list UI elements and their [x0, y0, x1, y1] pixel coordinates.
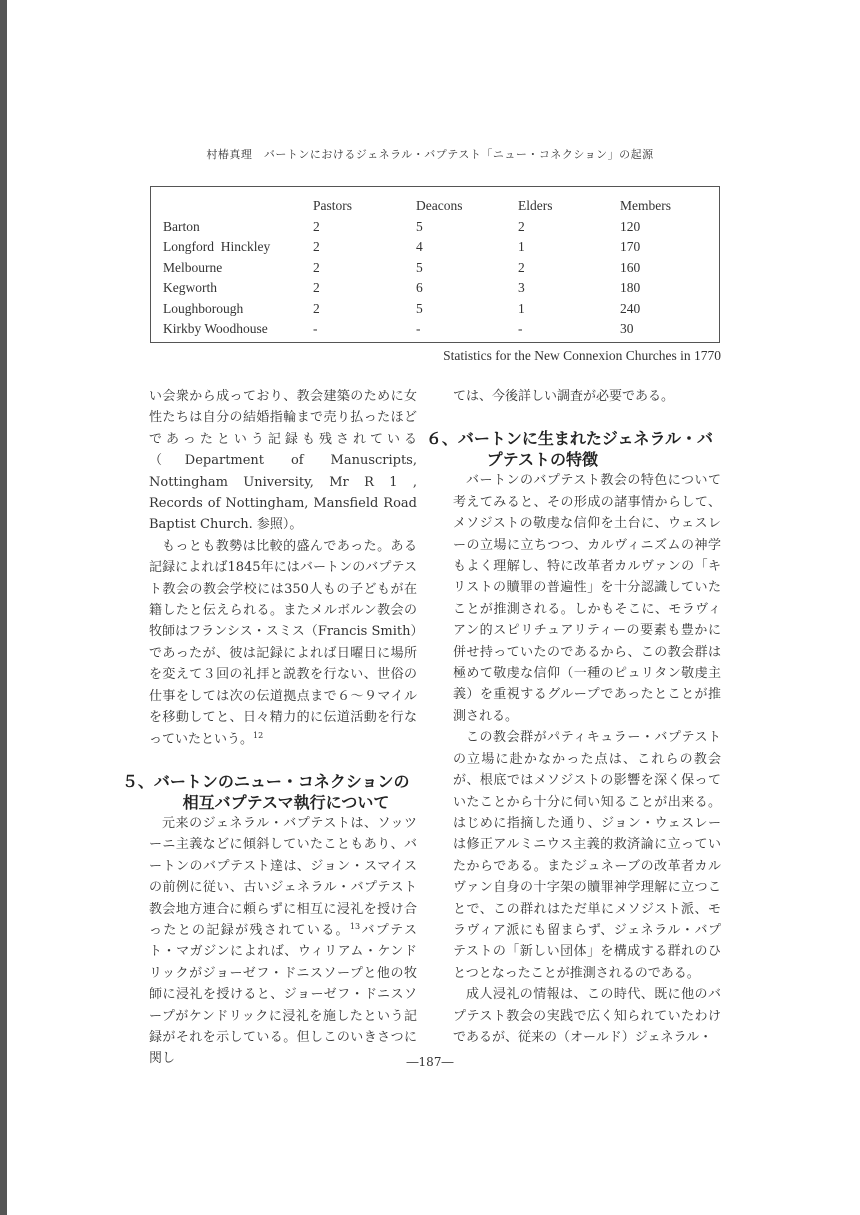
- column-header-deacons: Deacons: [416, 198, 463, 214]
- section-number: ６、: [425, 429, 458, 449]
- footnote-ref: 12: [253, 730, 264, 740]
- table-row: [163, 299, 715, 320]
- table-row: [163, 319, 715, 340]
- paragraph: 成人浸礼の情報は、この時代、既に他のバプテスト教会の実践で広く知られていたわけであるが、従来の（オールド）ジェネラル・: [453, 987, 721, 1045]
- table-cell: -: [518, 321, 523, 337]
- section-number: ５、: [121, 771, 154, 791]
- table-cell: 2: [518, 218, 525, 234]
- table-cell: 160: [620, 259, 641, 275]
- table-cell: 5: [416, 218, 423, 234]
- table-cell: 5: [416, 300, 423, 316]
- church-name: Longford Hinckley: [163, 239, 271, 255]
- table-cell: 180: [620, 280, 641, 296]
- column-header: [163, 196, 313, 217]
- table-row: [163, 217, 715, 238]
- right-column: [425, 386, 721, 1048]
- church-name: Kegworth: [163, 280, 217, 296]
- table-cell: 3: [518, 280, 525, 296]
- column-header-elders: Elders: [518, 198, 553, 214]
- paragraph-text: もっとも教勢は比較的盛んであった。ある記録によれば1845年にはバートンのバプテスト教会の教会学校には350人もの子どもが在籍したと伝えられる。またメルボルン教会の牧師はフランシス・スミス（Francis Smith）であったが、彼は記録によれば日曜日に場所を変えて３回の礼拝と説教を行ない、世俗の仕事をしては次の伝道拠点まで６～９マイルを移動してと、日々精力的に伝道活動を行なっていたという。: [149, 538, 417, 747]
- table-cell: 1: [518, 300, 525, 316]
- section-heading-6: [425, 428, 721, 470]
- table-cell: 6: [416, 280, 423, 296]
- table-cell: 30: [620, 321, 634, 337]
- table-cell: -: [416, 321, 421, 337]
- table-row: [163, 278, 715, 299]
- footnote-ref: 13: [349, 921, 361, 931]
- page-number: ―187―: [406, 1055, 454, 1069]
- column-header-pastors: Pastors: [313, 198, 353, 214]
- paragraph: バートンのバプテスト教会の特色について考えてみると、その形成の諸事情からして、メソジストの敬虔な信仰を土台に、ウェスレーの立場に立ちつつ、カルヴィニズムの神学もよく理解し、特に改革者カルヴァンの「キリストの贖罪の普遍性」を十分認識していたことが推測される。しかもそこに、モラヴィアン的スピリチュアリティーの要素も豊かに併せ持っていたのであるから、この教会群は極めて敬虔な信仰（一種のピュリタン敬虔主義）を重視するグループであったとことが推測される。: [453, 473, 721, 724]
- table-row: [163, 237, 715, 258]
- table-cell: 2: [313, 239, 320, 255]
- paragraph: い会衆から成っており、教会建築のために女性たちは自分の結婚指輪まで売り払ったほどであったという記録も残されている（Department of Manuscripts, Nottingham University, Mr R 1 , Records of Nottingham, Mansfield Road Baptist Church. 参照）。: [149, 389, 417, 533]
- table-cell: 2: [518, 259, 525, 275]
- table-row: [163, 258, 715, 279]
- paragraph-text: 元来のジェネラル・バプテストは、ソッツーニ主義などに傾斜していたこともあり、バートンのバプテスト達は、ジョン・スマイスの前例に従い、古いジェネラル・バプテスト教会地方連合に頼らずに相互に浸礼を授け合ったとの記録が残されている。: [149, 815, 417, 938]
- table-cell: 2: [313, 259, 320, 275]
- paragraph: [149, 536, 417, 750]
- table-cell: 2: [313, 218, 320, 234]
- section-heading-5: [121, 771, 417, 813]
- section-title: バートンに生まれたジェネラル・バプテストの特徴: [457, 429, 714, 470]
- statistics-table: [163, 196, 715, 340]
- table-header-row: [163, 196, 715, 217]
- running-head: 村椿真理 バートンにおけるジェネラル・バプテスト「ニュー・コネクション」の起源: [206, 148, 654, 161]
- church-name: Melbourne: [163, 259, 223, 275]
- table-cell: 240: [620, 300, 641, 316]
- table-cell: 120: [620, 218, 641, 234]
- table-cell: 170: [620, 239, 641, 255]
- table-cell: 4: [416, 239, 423, 255]
- table-cell: 5: [416, 259, 423, 275]
- paragraph: この教会群がパティキュラー・バプテストの立場に赴かなかった点は、これらの教会が、根底ではメソジストの影響を深く保っていたことから十分に伺い知ることが出来る。はじめに指摘した通り、ジョン・ウェスレーは修正アルミニウス主義的救済論に立っていたからである。またジュネーブの改革者カルヴァン自身の十字架の贖罪神学理解に立つことで、この群れはただ単にメソジスト派、モラヴィア派にも留まらず、ジェネラル・バプテストの「新しい団体」を構成する群れのひとつとなったことが推測されるのである。: [453, 730, 721, 981]
- section-title: バートンのニュー・コネクションの相互バプテスマ執行について: [153, 771, 410, 812]
- page-edge: [0, 0, 7, 1215]
- table-cell: -: [313, 321, 318, 337]
- paragraph: ては、今後詳しい調査が必要である。: [453, 389, 675, 404]
- table-cell: 2: [313, 300, 320, 316]
- table-caption: Statistics for the New Connexion Churches in 1770: [443, 348, 721, 363]
- church-name: Barton: [163, 218, 200, 234]
- paragraph-text: バプテスト・マガジンによれば、ウィリアム・ケンドリックがジョーゼフ・ドニスソープと他の牧師に浸礼を授けると、ジョーゼフ・ドニスソープがケンドリックに浸礼を施したという記録がそれを示している。但しこのいきさつに関し: [149, 922, 417, 1067]
- table-cell: 2: [313, 280, 320, 296]
- left-column: [121, 386, 417, 1070]
- column-header-members: Members: [620, 198, 671, 214]
- church-name: Loughborough: [163, 300, 244, 316]
- table-cell: 1: [518, 239, 525, 255]
- church-name: Kirkby Woodhouse: [163, 321, 268, 337]
- paragraph: [149, 813, 417, 1070]
